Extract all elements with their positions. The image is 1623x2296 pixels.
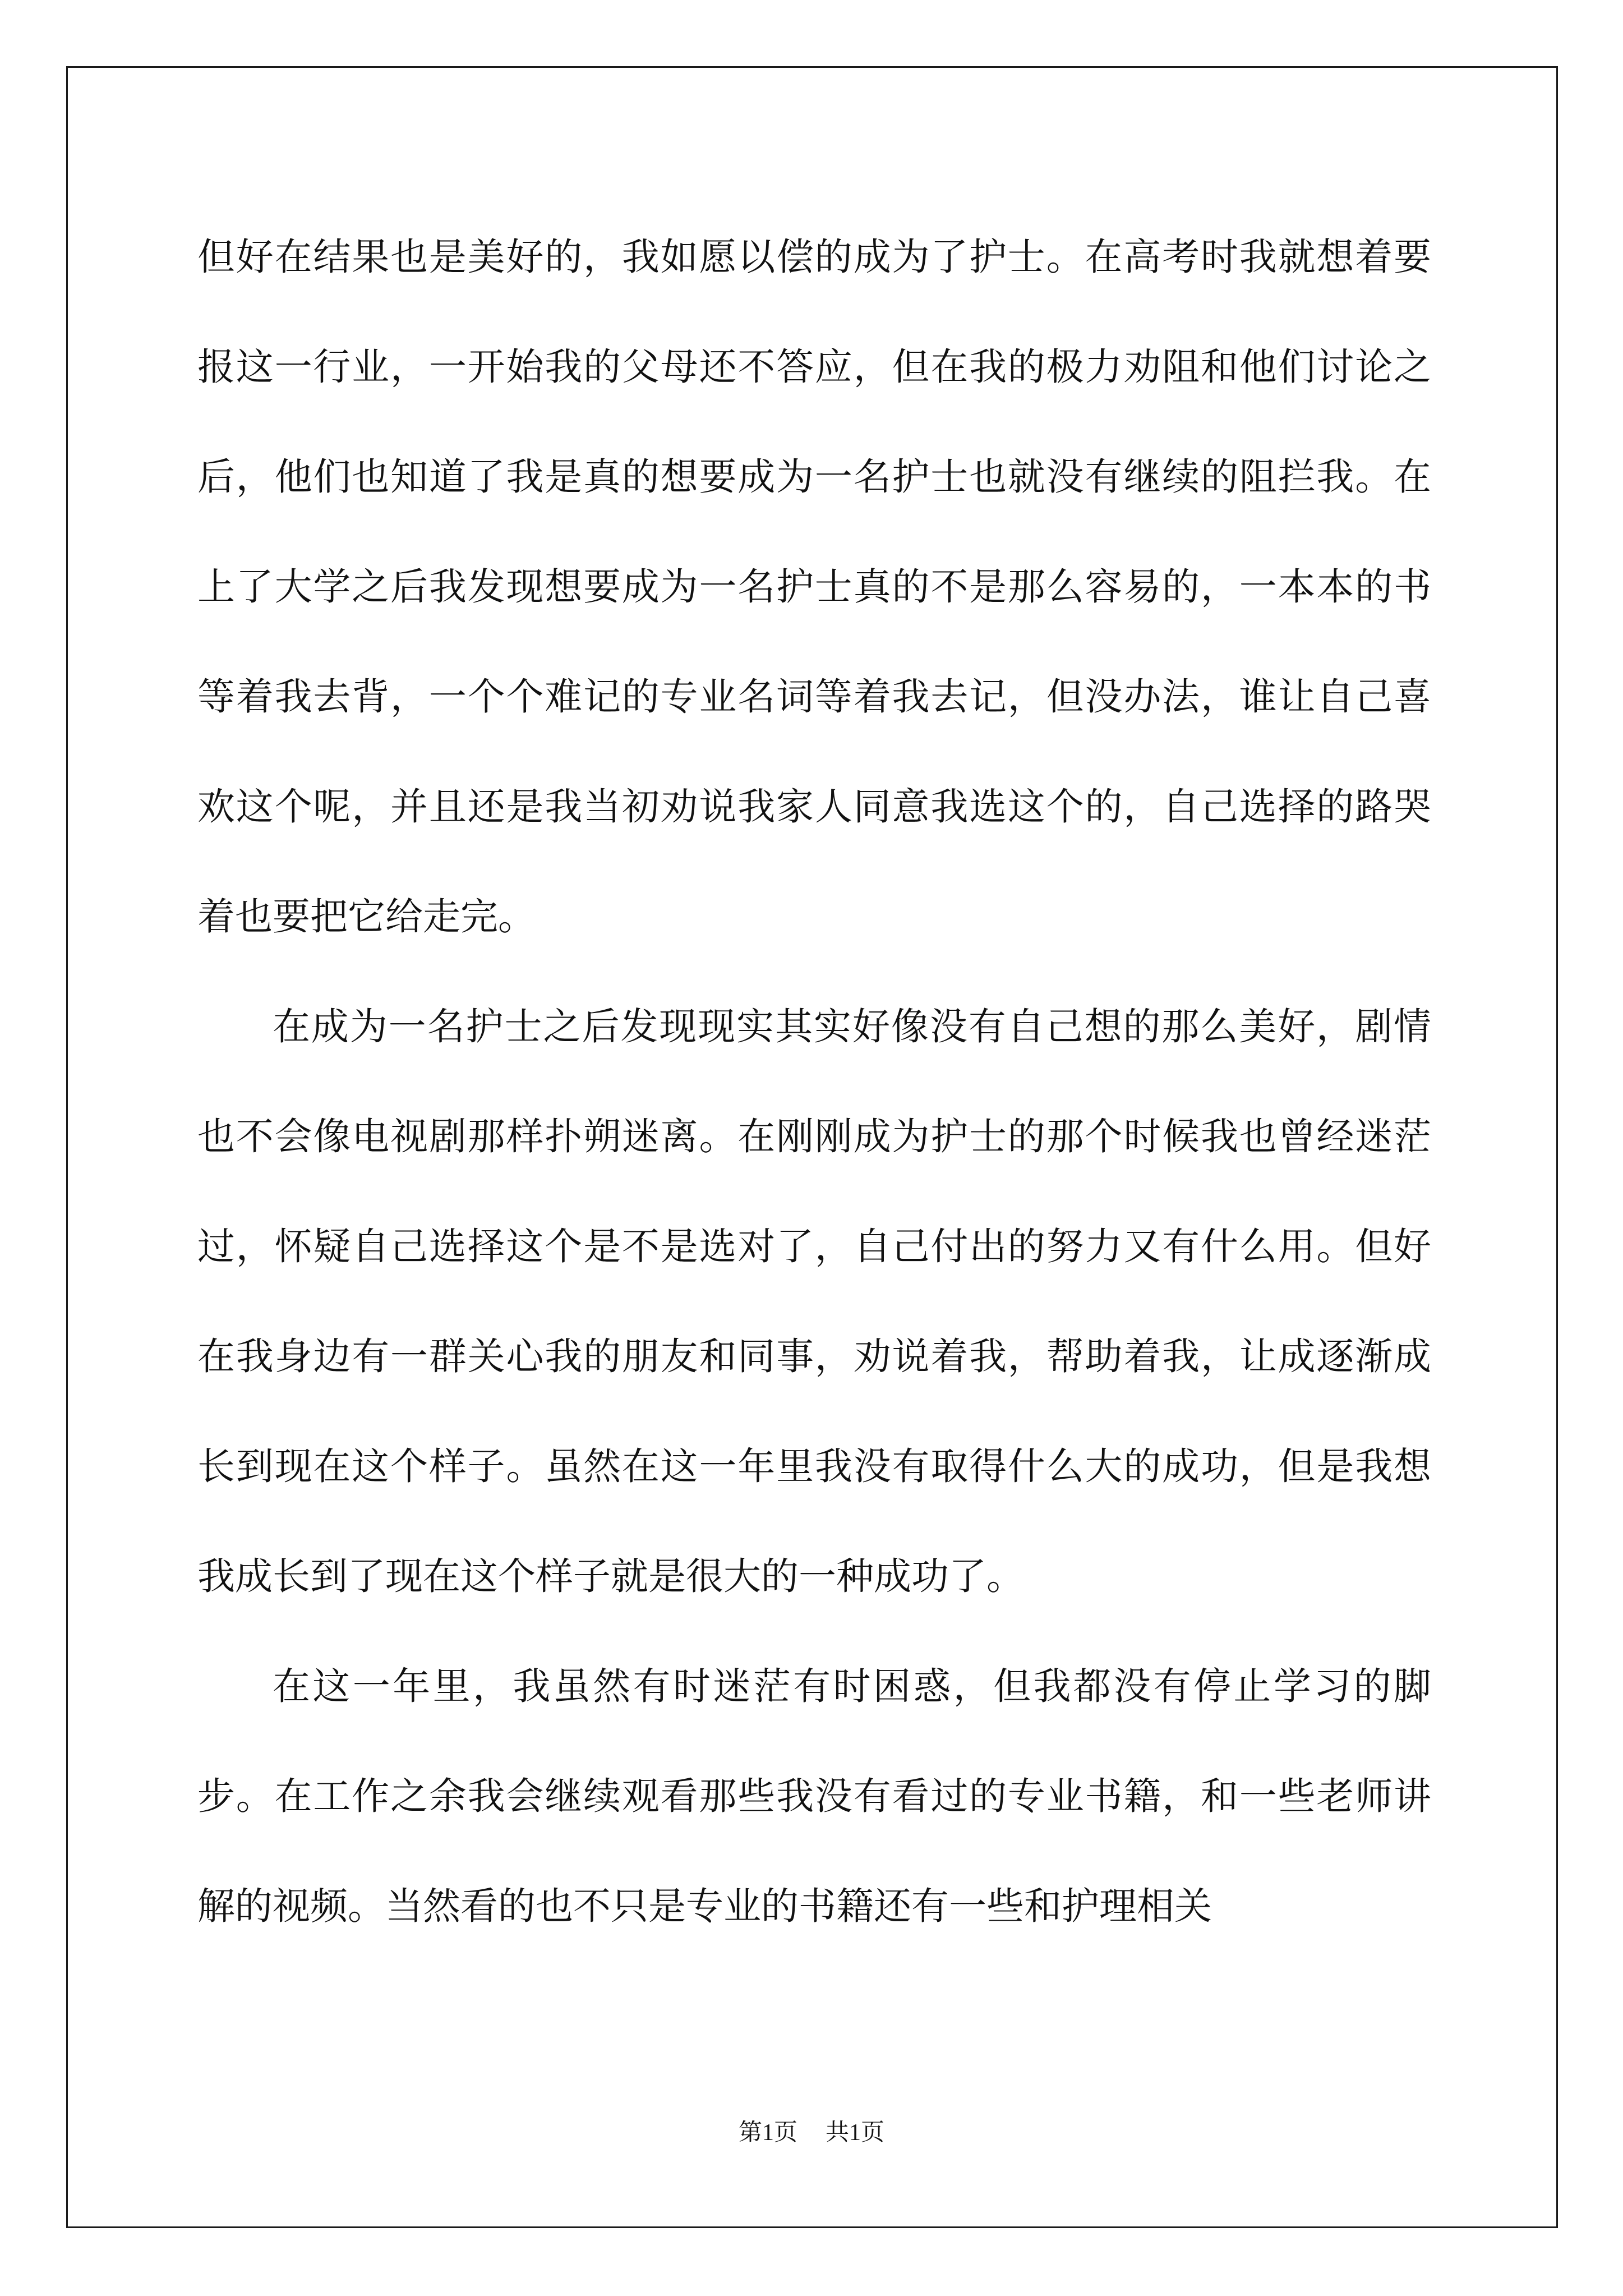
page-footer xyxy=(0,2114,1623,2147)
paragraph-3: 在这一年里，我虽然有时迷茫有时困惑，但我都没有停止学习的脚步。在工作之余我会继续观看那些我没有看过的专业书籍，和一些老师讲解的视频。当然看的也不只是专业的书籍还有一些和护理相关 xyxy=(197,1664,1431,1928)
paragraph-1: 但好在结果也是美好的，我如愿以偿的成为了护士。在高考时我就想着要报这一行业，一开始我的父母还不答应，但在我的极力劝阻和他们讨论之后，他们也知道了我是真的想要成为一名护士也就没有继续的阻拦我。在上了大学之后我发现想要成为一名护士真的不是那么容易的，一本本的书等着我去背，一个个难记的专业名词等着我去记，但没办法，谁让自己喜欢这个呢，并且还是我当初劝说我家人同意我选这个的，自己选择的路哭着也要把它给走完。 xyxy=(197,235,1431,938)
page-number-total: 共1页 xyxy=(826,2120,885,2146)
document-body xyxy=(197,202,1431,1961)
page-number-current: 第1页 xyxy=(738,2120,797,2146)
paragraph-2: 在成为一名护士之后发现现实其实好像没有自己想的那么美好，剧情也不会像电视剧那样扑朔迷离。在刚刚成为护士的那个时候我也曾经迷茫过，怀疑自己选择这个是不是选对了，自己付出的努力又有什么用。但好在我身边有一群关心我的朋友和同事，劝说着我，帮助着我，让成逐渐成长到现在这个样子。虽然在这一年里我没有取得什么大的成功，但是我想我成长到了现在这个样子就是很大的一种成功了。 xyxy=(197,1005,1431,1598)
